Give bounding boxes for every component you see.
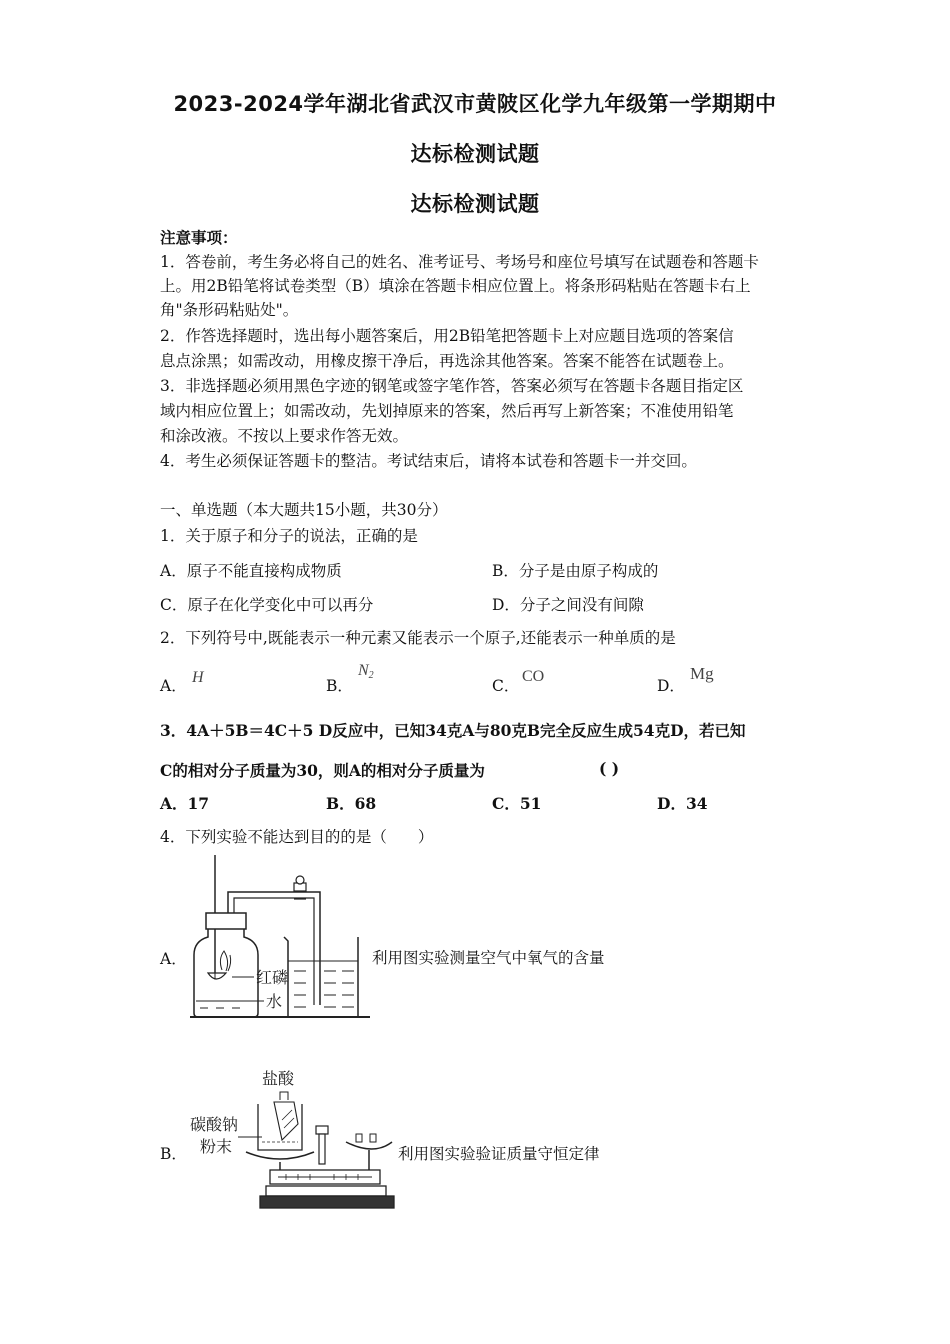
q3-option-c: C．51: [492, 794, 542, 813]
notice-heading: 注意事项：: [160, 228, 238, 247]
page-subtitle-repeat: 达标检测试题: [410, 192, 540, 216]
q2-option-a-label: A．: [160, 677, 187, 695]
q3-option-b: B．68: [326, 794, 377, 813]
question-1-stem: 1．关于原子和分子的说法，正确的是: [160, 527, 418, 545]
question-4-stem: 4．下列实验不能达到目的的是（ ）: [160, 828, 434, 846]
water-label: 水: [266, 992, 283, 1011]
red-phosphorus-label: 红磷: [256, 968, 289, 987]
page-title: 2023-2024学年湖北省武汉市黄陂区化学九年级第一学期期中: [173, 92, 777, 116]
question-2-stem: 2．下列符号中,既能表示一种元素又能表示一个原子,还能表示一种单质的是: [160, 629, 676, 647]
page-subtitle: 达标检测试题: [410, 142, 540, 166]
notice-line: 3．非选择题必须用黑色字迹的钢笔或签字笔作答，答案必须写在答题卡各题目指定区: [160, 377, 744, 395]
notice-line: 域内相应位置上；如需改动，先划掉原来的答案，然后再写上新答案；不准使用铅笔: [160, 402, 734, 420]
powder-label: 粉末: [200, 1137, 233, 1156]
q3-option-a: A．17: [160, 794, 210, 813]
q2-option-d-formula: Mg: [690, 664, 714, 683]
q2-option-b-formula: $N_2$: [358, 662, 374, 681]
question-3-stem-line2: C的相对分子质量为30，则A的相对分子质量为: [160, 761, 485, 780]
q2-option-a-formula: H: [192, 669, 204, 686]
balance-apparatus-figure: [186, 1062, 396, 1214]
q4-option-b-label: B．: [160, 1145, 187, 1163]
q4-option-a-text: 利用图实验测量空气中氧气的含量: [372, 949, 605, 967]
notice-line: 2．作答选择题时，选出每小题答案后，用2B铅笔把答题卡上对应题目选项的答案信: [160, 327, 734, 345]
q1-option-c: C．原子在化学变化中可以再分: [160, 596, 374, 614]
q1-option-a: A．原子不能直接构成物质: [160, 562, 342, 580]
section-heading: 一、单选题（本大题共15小题，共30分）: [160, 501, 448, 519]
notice-line: 1．答卷前，考生务必将自己的姓名、准考证号、考场号和座位号填写在试题卷和答题卡: [160, 253, 759, 271]
q4-option-a-label: A．: [160, 950, 187, 968]
notice-line: 和涂改液。不按以上要求作答无效。: [160, 427, 409, 445]
notice-line: 角"条形码粘贴处"。: [160, 301, 299, 319]
q3-option-d: D．34: [657, 794, 708, 813]
question-3-answer-paren: ( ): [599, 759, 620, 778]
oxygen-measurement-apparatus-figure: [186, 855, 371, 1020]
question-3-stem-line1: 3．4A＋5B＝4C＋5 D反应中，已知34克A与80克B完全反应生成54克D，若已知: [160, 721, 746, 740]
q4-option-b-text: 利用图实验验证质量守恒定律: [398, 1145, 600, 1163]
notice-line: 息点涂黑；如需改动，用橡皮擦干净后，再选涂其他答案。答案不能答在试题卷上。: [160, 352, 734, 370]
hydrochloric-acid-label: 盐酸: [262, 1069, 295, 1088]
q2-option-c-label: C．: [492, 677, 520, 695]
notice-line: 4．考生必须保证答题卡的整洁。考试结束后，请将本试卷和答题卡一并交回。: [160, 452, 697, 470]
q2-option-c-formula: CO: [522, 668, 545, 685]
q2-option-d-label: D．: [657, 677, 685, 695]
q1-option-d: D．分子之间没有间隙: [492, 596, 644, 614]
q2-option-b-label: B．: [326, 677, 353, 695]
sodium-carbonate-label: 碳酸钠: [190, 1115, 239, 1134]
q1-option-b: B．分子是由原子构成的: [492, 562, 659, 580]
notice-line: 上。用2B铅笔将试卷类型（B）填涂在答题卡相应位置上。将条形码粘贴在答题卡右上: [160, 277, 751, 295]
